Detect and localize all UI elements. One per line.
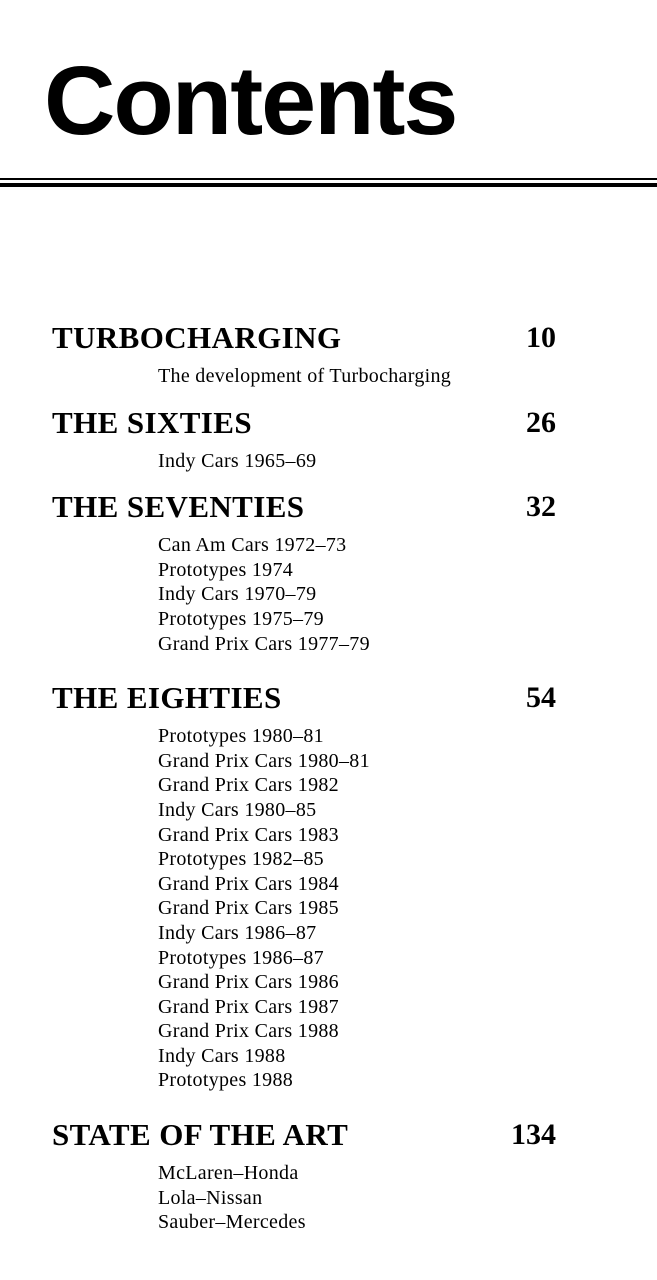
toc-section xyxy=(0,1115,657,1249)
toc-entry[interactable]: McLaren–Honda xyxy=(158,1162,299,1185)
toc-section-spacer xyxy=(0,1235,657,1249)
toc-entry[interactable]: Grand Prix Cars 1980–81 xyxy=(158,749,370,772)
toc-entry[interactable]: Grand Prix Cars 1983 xyxy=(158,823,339,846)
page-title: Contents xyxy=(44,46,457,155)
toc-entry[interactable]: Grand Prix Cars 1982 xyxy=(158,774,339,797)
toc-entry[interactable]: Sauber–Mercedes xyxy=(158,1211,306,1234)
toc-entry-list xyxy=(0,449,657,474)
divider-line-thick xyxy=(0,183,657,187)
toc-entry[interactable]: Prototypes 1975–79 xyxy=(158,607,324,630)
toc-entry[interactable]: Prototypes 1980–81 xyxy=(158,725,324,748)
toc-entry[interactable]: Prototypes 1988 xyxy=(158,1069,294,1092)
toc-entry[interactable]: Prototypes 1986–87 xyxy=(158,946,324,969)
toc-section-header[interactable] xyxy=(0,1115,657,1161)
toc-entry[interactable]: Grand Prix Cars 1988 xyxy=(158,1020,339,1043)
toc-section-header[interactable] xyxy=(0,487,657,533)
toc-section-spacer xyxy=(0,1093,657,1115)
toc-section-title: THE SIXTIES xyxy=(52,404,252,440)
header-divider xyxy=(0,178,657,187)
toc-section-title: STATE OF THE ART xyxy=(52,1117,349,1153)
toc-entry[interactable]: Grand Prix Cars 1985 xyxy=(158,897,339,920)
toc-entry[interactable]: Can Am Cars 1972–73 xyxy=(158,534,347,557)
toc-section xyxy=(0,318,657,403)
toc-entry-list xyxy=(0,364,657,389)
toc-section-title: TURBOCHARGING xyxy=(52,320,342,355)
toc-entry[interactable]: Prototypes 1974 xyxy=(158,558,294,581)
toc-entry[interactable]: Prototypes 1982–85 xyxy=(158,848,324,871)
toc-entry[interactable]: The development of Turbocharging xyxy=(158,365,452,387)
toc-section-header[interactable] xyxy=(0,403,657,449)
toc-section-page-number: 32 xyxy=(526,490,556,524)
toc-section xyxy=(0,487,657,678)
toc-section-spacer xyxy=(0,473,657,487)
toc-entry-list xyxy=(0,1161,657,1235)
toc-section-spacer xyxy=(0,389,657,403)
toc-entry-list xyxy=(0,533,657,656)
toc-entry[interactable]: Grand Prix Cars 1987 xyxy=(158,995,339,1018)
toc-entry[interactable]: Grand Prix Cars 1984 xyxy=(158,872,339,895)
toc-entry-list xyxy=(0,724,657,1093)
toc-entry[interactable]: Indy Cars 1980–85 xyxy=(158,798,317,821)
toc-entry[interactable]: Indy Cars 1988 xyxy=(158,1044,286,1067)
title-block xyxy=(0,46,657,162)
toc-entry[interactable]: Indy Cars 1970–79 xyxy=(158,583,317,606)
toc-section-page-number: 10 xyxy=(526,321,556,354)
toc-section-title: THE EIGHTIES xyxy=(52,680,282,716)
toc-section-page-number: 54 xyxy=(526,681,556,715)
toc-entry[interactable]: Grand Prix Cars 1977–79 xyxy=(158,632,370,655)
toc-section-header[interactable] xyxy=(0,318,657,364)
toc-entry[interactable]: Indy Cars 1986–87 xyxy=(158,921,317,944)
toc-section xyxy=(0,403,657,488)
toc-section-page-number: 134 xyxy=(511,1118,556,1152)
toc-section-title: THE SEVENTIES xyxy=(52,489,305,525)
toc-section xyxy=(0,678,657,1115)
toc-entry[interactable]: Indy Cars 1965–69 xyxy=(158,449,317,472)
toc-section-page-number: 26 xyxy=(526,405,556,439)
toc-section-spacer xyxy=(0,656,657,678)
table-of-contents xyxy=(0,318,657,1249)
toc-entry[interactable]: Grand Prix Cars 1986 xyxy=(158,971,339,994)
toc-entry[interactable]: Lola–Nissan xyxy=(158,1186,263,1209)
toc-section-header[interactable] xyxy=(0,678,657,724)
